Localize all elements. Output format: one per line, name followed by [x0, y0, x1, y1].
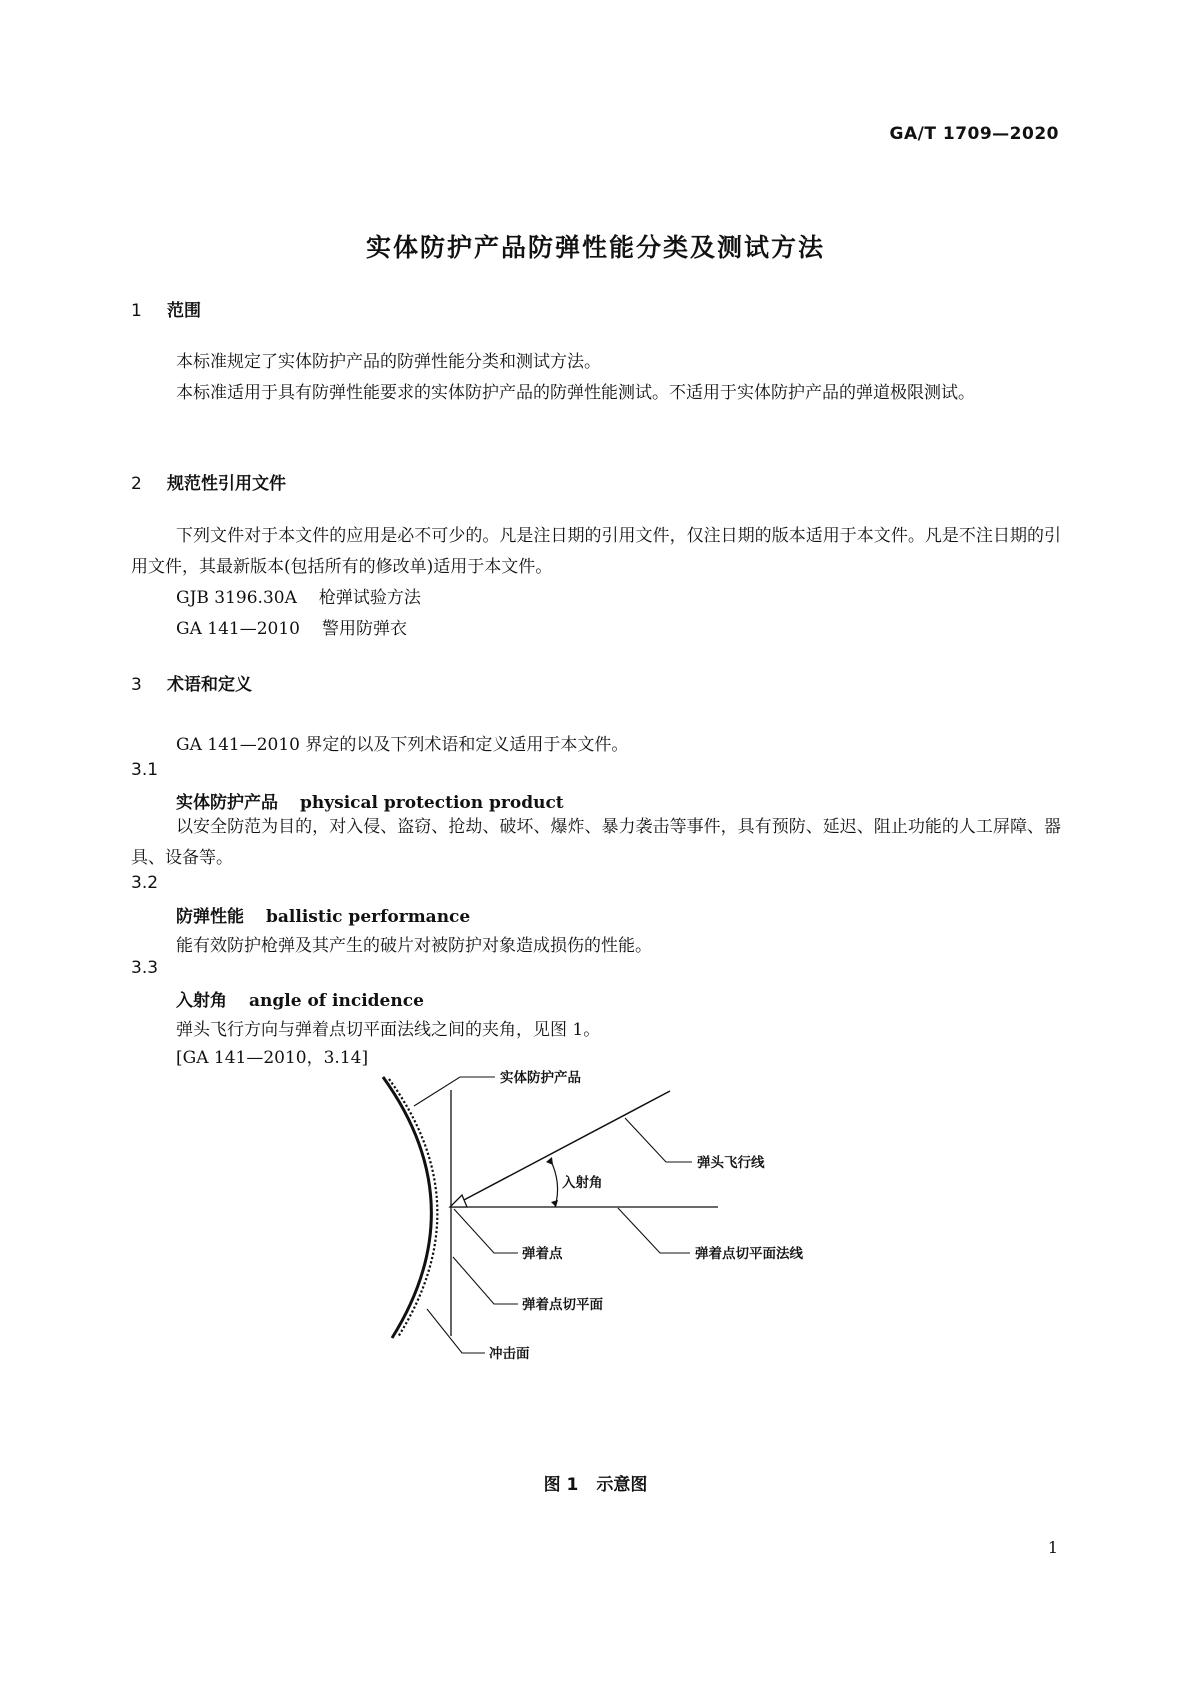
term-chinese: 实体防护产品: [176, 793, 278, 813]
angle-arc-arrow-bottom: [551, 1200, 558, 1207]
leader-tangent-plane: [453, 1257, 518, 1304]
page-number: 1: [1047, 1538, 1058, 1557]
reference-code: GA 141—2010: [176, 619, 300, 639]
term-3-3-source: [GA 141—2010，3.14]: [176, 1048, 369, 1068]
trajectory-arrowhead: [450, 1195, 467, 1207]
label-impact-point: 弹着点: [522, 1246, 563, 1262]
leader-trajectory: [625, 1118, 692, 1162]
section-1-paragraph-2: 本标准适用于具有防弹性能要求的实体防护产品的防弹性能测试。不适用于实体防护产品的弹道极限测试。: [176, 383, 975, 403]
section-number: 3: [131, 675, 142, 695]
label-product: 实体防护产品: [500, 1070, 581, 1086]
term-number-3-1: 3.1: [131, 760, 159, 780]
section-number: 2: [131, 474, 142, 494]
section-2-paragraph-1: 下列文件对于本文件的应用是必不可少的。凡是注日期的引用文件，仅注日期的版本适用于本文件。凡是不注日期的引用文件，其最新版本(包括所有的修改单)适用于本文件。: [131, 526, 1061, 577]
leader-product: [414, 1077, 495, 1106]
angle-arc: [550, 1159, 558, 1207]
label-trajectory: 弹头飞行线: [697, 1155, 765, 1171]
section-title: 范围: [167, 301, 201, 321]
leader-impact-point: [454, 1209, 518, 1253]
label-normal: 弹着点切平面法线: [695, 1246, 803, 1262]
section-title: 规范性引用文件: [167, 474, 286, 494]
term-3-2-definition: 能有效防护枪弹及其产生的破片对被防护对象造成损伤的性能。: [176, 936, 652, 956]
section-number: 1: [131, 301, 142, 321]
reference-code: GJB 3196.30A: [176, 588, 297, 608]
document-title: 实体防护产品防弹性能分类及测试方法: [365, 233, 825, 262]
product-surface-curve: [383, 1077, 431, 1338]
figure-title: 示意图: [596, 1475, 648, 1495]
leader-impact-face: [427, 1309, 485, 1353]
term-chinese: 防弹性能: [176, 907, 244, 927]
term-english: ballistic performance: [266, 907, 471, 927]
term-3-3-definition: 弹头飞行方向与弹着点切平面法线之间的夹角，见图 1。: [176, 1020, 601, 1040]
label-tangent-plane: 弹着点切平面: [522, 1297, 603, 1313]
section-1-paragraph-1: 本标准规定了实体防护产品的防弹性能分类和测试方法。: [176, 352, 601, 372]
section-3-intro: GA 141—2010 界定的以及下列术语和定义适用于本文件。: [176, 735, 629, 755]
term-chinese: 入射角: [176, 991, 227, 1011]
reference-name: 枪弹试验方法: [318, 588, 421, 608]
standard-code: GA/T 1709—2020: [889, 124, 1059, 144]
label-angle: 入射角: [562, 1175, 603, 1191]
figure-number: 图 1: [543, 1475, 579, 1495]
reference-name: 警用防弹衣: [321, 619, 407, 639]
term-number-3-3: 3.3: [131, 958, 159, 978]
term-number-3-2: 3.2: [131, 873, 159, 893]
label-impact-face: 冲击面: [489, 1346, 530, 1362]
term-english: physical protection product: [300, 793, 564, 813]
figure-caption: [0, 1470, 1191, 1495]
term-3-1-definition: 以安全防范为目的，对入侵、盗窃、抢劫、破坏、爆炸、暴力袭击等事件，具有预防、延迟、阻止功能的人工屏障、器具、设备等。: [131, 817, 1061, 868]
term-english: angle of incidence: [249, 991, 424, 1011]
angle-arc-arrow-top: [546, 1157, 553, 1165]
section-title: 术语和定义: [167, 675, 252, 695]
leader-normal: [618, 1208, 690, 1253]
